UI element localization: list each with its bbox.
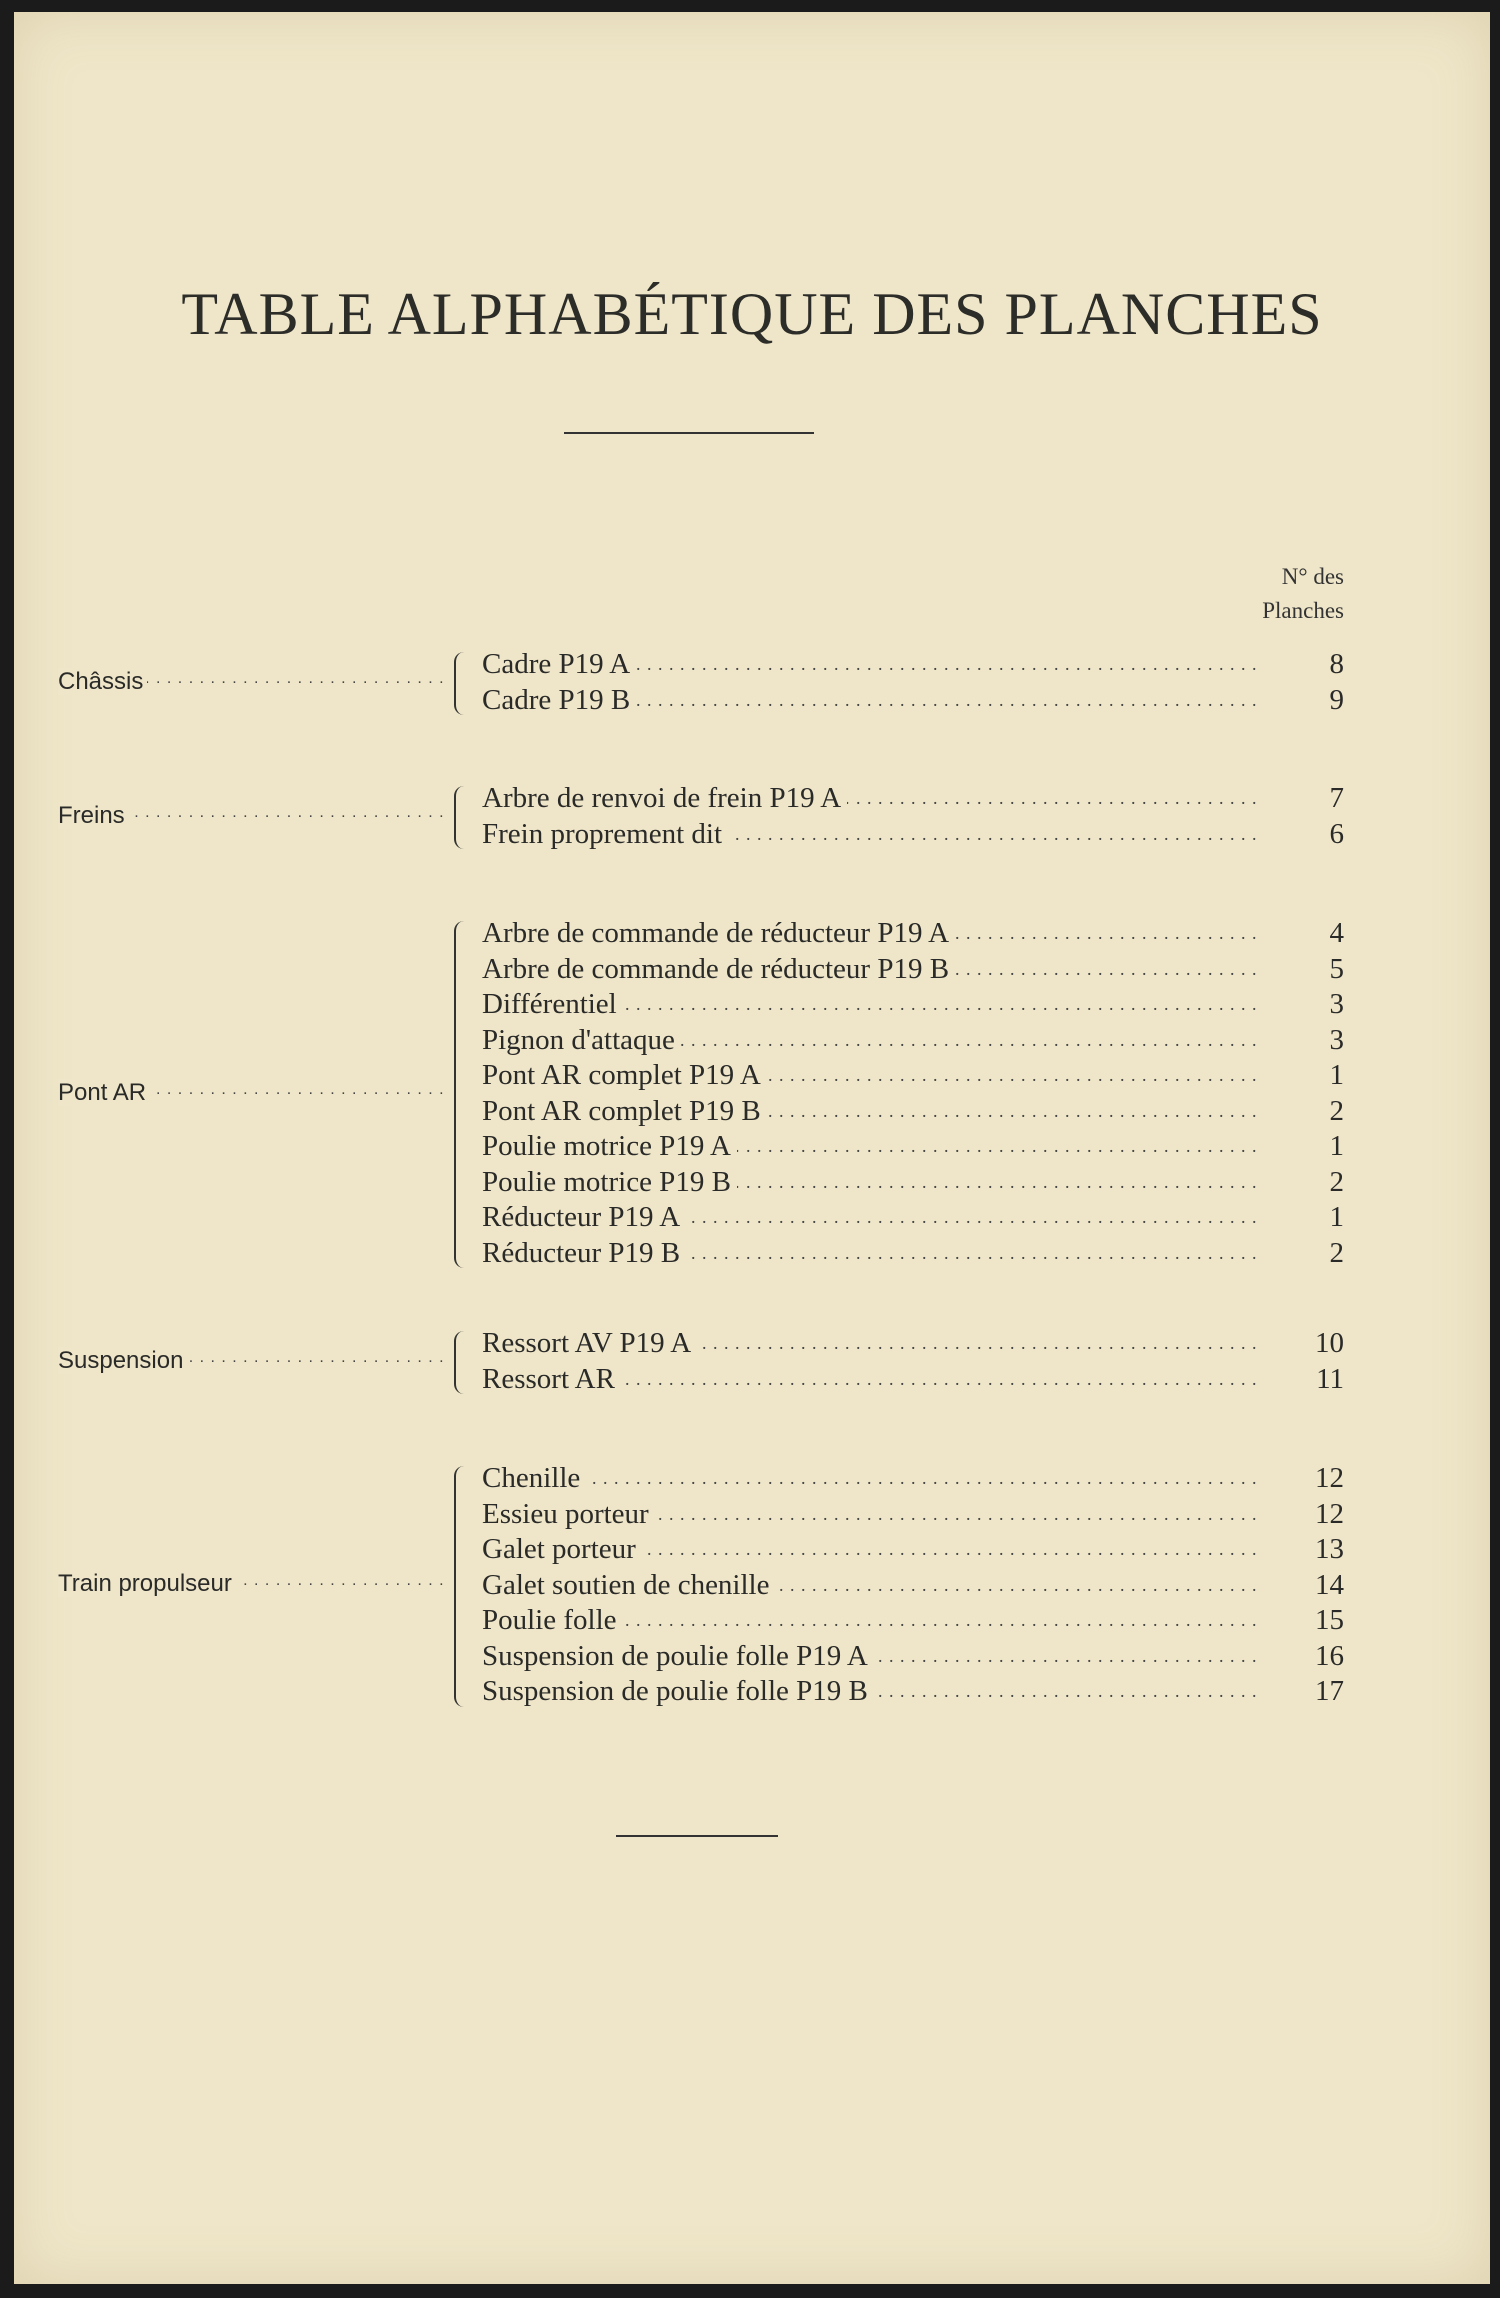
- category-label: [58, 1347, 448, 1375]
- plate-number: 13: [1315, 1533, 1344, 1565]
- entry-label: Ressort AV P19 A: [482, 1327, 697, 1359]
- plate-number: 2: [1329, 1094, 1344, 1127]
- plate-number: 10: [1315, 1327, 1344, 1359]
- group-brace: [454, 786, 468, 849]
- entry-label: Pont AR complet P19 B: [482, 1095, 767, 1127]
- plate-entry: [482, 953, 1262, 989]
- entry-label: Réducteur P19 B: [482, 1237, 686, 1269]
- page-title: TABLE ALPHABÉTIQUE DES PLANCHES: [181, 281, 1323, 347]
- plate-number: 11: [1316, 1362, 1344, 1395]
- plate-number: 3: [1329, 1023, 1344, 1056]
- group-brace: [454, 1466, 468, 1707]
- plate-entry: [482, 1569, 1262, 1605]
- entry-label: Pignon d'attaque: [482, 1024, 681, 1056]
- plate-number: 8: [1329, 648, 1344, 680]
- entry-label: Ressort AR: [482, 1363, 621, 1395]
- category-name: Châssis: [58, 668, 147, 695]
- entry-label: Galet porteur: [482, 1533, 642, 1565]
- entry-label: Cadre P19 A: [482, 648, 636, 680]
- plate-number: 17: [1315, 1675, 1344, 1707]
- category-name: Suspension: [58, 1347, 187, 1374]
- plate-entry: [482, 1166, 1262, 1202]
- plate-entry: [482, 1201, 1262, 1237]
- plate-number: 7: [1329, 782, 1344, 814]
- entry-label: Réducteur P19 A: [482, 1201, 686, 1233]
- category-name: Pont AR: [58, 1079, 150, 1106]
- plate-number: 12: [1315, 1497, 1344, 1530]
- plate-entry: [482, 684, 1262, 720]
- category-name: Train propulseur: [58, 1570, 236, 1597]
- category-label: [58, 1570, 448, 1598]
- group-brace: [454, 652, 468, 715]
- entry-label: Arbre de commande de réducteur P19 B: [482, 953, 955, 985]
- plate-number: 16: [1315, 1639, 1344, 1672]
- plate-entry: [482, 1498, 1262, 1534]
- plate-number: 4: [1329, 917, 1344, 949]
- plate-entry: [482, 988, 1262, 1024]
- plate-entry: [482, 1675, 1262, 1711]
- plate-number: 2: [1329, 1165, 1344, 1198]
- plate-entry: [482, 917, 1262, 953]
- plate-entry: [482, 1604, 1262, 1640]
- column-header-line2: Planches: [1262, 598, 1344, 623]
- entry-label: Poulie folle: [482, 1604, 623, 1636]
- group-brace: [454, 1331, 468, 1394]
- entry-label: Frein proprement dit: [482, 818, 728, 850]
- document-page: [14, 12, 1490, 2284]
- entry-label: Différentiel: [482, 988, 623, 1020]
- plate-entry: [482, 1640, 1262, 1676]
- category-label: [58, 802, 448, 830]
- entry-label: Essieu porteur: [482, 1498, 655, 1530]
- plate-entry: [482, 1095, 1262, 1131]
- plate-entry: [482, 1327, 1262, 1363]
- plate-entry: [482, 818, 1262, 854]
- plate-entry: [482, 1363, 1262, 1399]
- column-header-line1: N° des: [1281, 564, 1344, 589]
- plate-number: 12: [1315, 1462, 1344, 1494]
- category-label: [58, 668, 448, 696]
- entry-label: Suspension de poulie folle P19 B: [482, 1675, 874, 1707]
- entry-label: Chenille: [482, 1462, 586, 1494]
- entry-label: Cadre P19 B: [482, 684, 636, 716]
- end-divider: [616, 1835, 778, 1837]
- category-name: Freins: [58, 802, 129, 829]
- plate-number: 15: [1315, 1604, 1344, 1636]
- plate-entry: [482, 782, 1262, 818]
- entry-label: Poulie motrice P19 A: [482, 1130, 737, 1162]
- plate-number: 1: [1329, 1130, 1344, 1162]
- plate-number: 14: [1315, 1568, 1344, 1601]
- category-label: [58, 1079, 448, 1107]
- title-divider: [564, 432, 814, 434]
- entry-label: Arbre de renvoi de frein P19 A: [482, 782, 847, 814]
- plate-number: 9: [1329, 683, 1344, 716]
- entry-label: Poulie motrice P19 B: [482, 1166, 737, 1198]
- entry-label: Pont AR complet P19 A: [482, 1059, 767, 1091]
- plate-number: 5: [1329, 952, 1344, 985]
- plate-number: 2: [1329, 1236, 1344, 1269]
- plate-entry: [482, 1130, 1262, 1166]
- entry-label: Suspension de poulie folle P19 A: [482, 1640, 874, 1672]
- entry-label: Galet soutien de chenille: [482, 1569, 775, 1601]
- plate-number: 1: [1329, 1059, 1344, 1091]
- plate-entry: [482, 1533, 1262, 1569]
- plate-entry: [482, 1237, 1262, 1273]
- plate-entry: [482, 1024, 1262, 1060]
- plate-entry: [482, 648, 1262, 684]
- plate-number: 1: [1329, 1201, 1344, 1233]
- plate-number: 3: [1329, 988, 1344, 1020]
- plate-number: 6: [1329, 817, 1344, 850]
- entry-label: Arbre de commande de réducteur P19 A: [482, 917, 955, 949]
- group-brace: [454, 921, 468, 1268]
- plate-entry: [482, 1462, 1262, 1498]
- plate-entry: [482, 1059, 1262, 1095]
